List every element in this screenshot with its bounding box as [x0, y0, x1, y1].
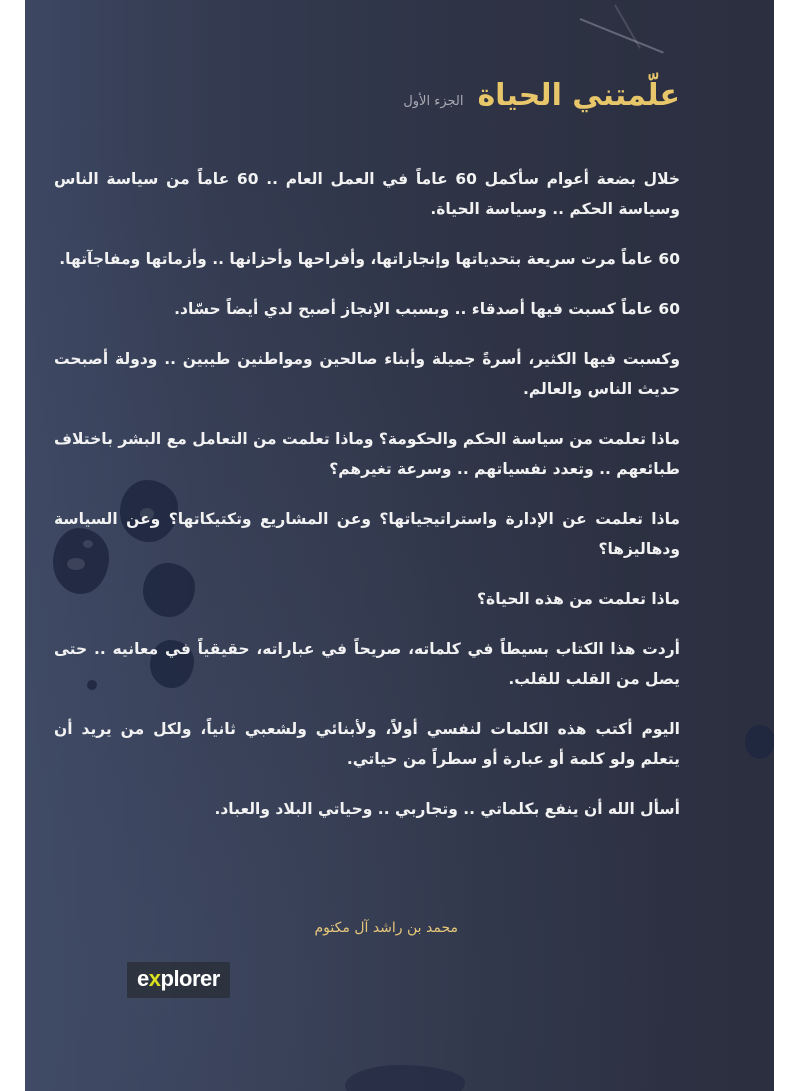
stain-mark	[345, 1065, 465, 1091]
book-title: علّمتني الحياة	[477, 78, 680, 113]
publisher-logo	[127, 962, 230, 998]
blurb-paragraph: خلال بضعة أعوام سأكمل 60 عاماً في العمل العام .. 60 عاماً من سياسة الناس وسياسة الحكم .. وسياسة الحياة.	[54, 170, 681, 218]
surface-scratch	[580, 18, 664, 54]
book-volume-label: الجزء الأول	[403, 94, 464, 109]
title-row	[403, 78, 680, 113]
blurb-paragraph: 60 عاماً مرت سريعة بتحدياتها وإنجازاتها، وأفراحها وأحزانها .. وأزماتها ومفاجآتها.	[59, 250, 680, 268]
book-back-cover	[25, 0, 774, 1091]
blurb-paragraph: ماذا تعلمت من سياسة الحكم والحكومة؟ وماذا تعلمت من التعامل مع البشر باختلاف طبائعهم .. وتعدد نفسياتهم .. وسرعة تغيرهم؟	[54, 430, 680, 478]
blurb-paragraph: ماذا تعلمت من هذه الحياة؟	[477, 590, 680, 608]
publisher-logo-prefix: e	[137, 966, 149, 991]
blurb-text	[54, 164, 680, 844]
publisher-logo-suffix: plorer	[160, 966, 220, 991]
publisher-logo-highlight: x	[148, 966, 161, 991]
blurb-paragraph: أردت هذا الكتاب بسيطاً في كلماته، صريحاً في عباراته، حقيقياً في معانيه .. حتى يصل من القلب للقلب.	[54, 640, 680, 688]
blurb-paragraph: وكسبت فيها الكثير، أسرةً جميلة وأبناء صالحين ومواطنين طيبين .. ودولة أصبحت حديث الناس والعالم.	[54, 350, 680, 398]
blurb-paragraph: ماذا تعلمت عن الإدارة واستراتيجياتها؟ وعن المشاريع وتكتيكاتها؟ وعن السياسة ودهاليزها؟	[54, 510, 680, 558]
author-name: محمد بن راشد آل مكتوم	[314, 920, 458, 936]
surface-scratch	[614, 5, 641, 49]
stain-mark	[745, 725, 774, 759]
blurb-paragraph: 60 عاماً كسبت فيها أصدقاء .. وبسبب الإنجاز أصبح لدي أيضاً حسّاد.	[174, 300, 680, 318]
blurb-paragraph: اليوم أكتب هذه الكلمات لنفسي أولاً، ولأبنائي ولشعبي ثانياً، ولكل من يريد أن يتعلم ولو كلمة أو عبارة أو سطراً من حياتي.	[54, 720, 680, 768]
blurb-paragraph: أسأل الله أن ينفع بكلماتي .. وتجاربي .. وحياتي البلاد والعباد.	[214, 800, 680, 818]
